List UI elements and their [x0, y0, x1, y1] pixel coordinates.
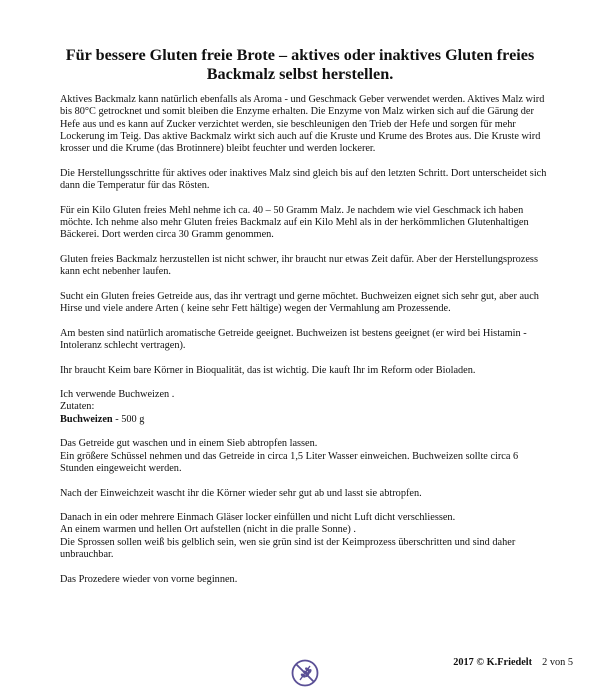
page-title: Für bessere Gluten freie Brote – aktives oder inaktives Gluten freies Backmalz selbst herstellen. — [65, 46, 535, 83]
ingredients-intro: Ich verwende Buchweizen . — [60, 389, 175, 401]
step-line: Das Prozedere wieder von vorne beginnen. — [60, 573, 238, 585]
gluten-free-icon — [291, 659, 319, 687]
step-line: Ein größere Schüssel nehmen und das Getreide in circa 1,5 Liter Wasser einweichen. Buchweizen sollte circa 6 Stunden eingeweicht werden. — [60, 450, 519, 474]
step-paragraph — [60, 488, 550, 500]
paragraph: Am besten sind natürlich aromatische Getreide geeignet. Buchweizen ist bestens geeignet (er wird bei Histamin -Intoleranz schlecht vertragen). — [60, 327, 527, 351]
step-paragraph — [60, 438, 550, 475]
step-paragraph — [60, 574, 550, 586]
step-paragraph — [60, 512, 550, 561]
ingredients-block — [60, 389, 550, 426]
ingredients-label: Zutaten: — [60, 401, 95, 413]
ingredient-name: Buchweizen — [60, 413, 113, 425]
paragraph: Sucht ein Gluten freies Getreide aus, das ihr vertragt und gerne möchtet. Buchweizen eignet sich sehr gut, aber auch Hirse und viele andere Arten ( keine sehr Fett hältige) wegen der Vermahlung am Prozessende. — [60, 290, 539, 315]
ingredient-amount: - 500 g — [112, 413, 145, 425]
step-line: Die Sprossen sollen weiß bis gelblich sein, wen sie grün sind ist der Keimprozess überschritten und sind daher unbrauchbar. — [60, 536, 516, 560]
page-footer — [453, 657, 573, 669]
document-body — [60, 94, 550, 586]
paragraph: Für ein Kilo Gluten freies Mehl nehme ich ca. 40 – 50 Gramm Malz. Je nachdem wie viel Geschmack ich haben möchte. Ich nehme also mehr Gluten freies Backmalz auf ein Kilo Mehl als in der herkömmlichen Glutenhaltigen Bäckerei. Dort werden circa 30 Gramm genommen. — [60, 204, 529, 241]
step-line: Das Getreide gut waschen und in einem Sieb abtropfen lassen. — [60, 438, 318, 450]
paragraph: Die Herstellungsschritte für aktives oder inaktives Malz sind gleich bis auf den letzten Schritt. Dort unterscheidet sich dann die Temperatur für das Rösten. — [60, 167, 547, 192]
paragraph: Gluten freies Backmalz herzustellen ist nicht schwer, ihr braucht nur etwas Zeit dafür. Aber der Herstellungsprozess kann echt nebenher laufen. — [60, 253, 538, 278]
step-line: An einem warmen und hellen Ort aufstellen (nicht in die pralle Sonne) . — [60, 524, 356, 536]
footer-author: 2017 © K.Friedelt — [453, 657, 533, 668]
step-line: Nach der Einweichzeit wascht ihr die Körner wieder sehr gut ab und lasst sie abtropfen. — [60, 487, 422, 499]
step-line: Danach in ein oder mehrere Einmach Gläser locker einfüllen und nicht Luft dicht verschliessen. — [60, 512, 456, 524]
paragraph: Aktives Backmalz kann natürlich ebenfalls als Aroma - und Geschmack Geber verwendet werden. Aktives Malz wird bis 80°C getrocknet und somit bleiben die Enzyme erhalten. Die Enzyme von Malz wirken sich auf die Gärung der Hefe aus und es kann auf Zucker verzichtet werden, sie beschleunigen den Trieb der Hefe und sorgen für mehr Lockerung im Teig. Das aktive Backmalz wirkt sich auch auf die Kruste und Krume des Brotes aus. Die Kruste wird krosser und die Krume (das Brotinnere) bleibt feuchter und werden lockerer. — [60, 94, 545, 155]
page-number: 2 von 5 — [542, 657, 573, 668]
paragraph: Ihr braucht Keim bare Körner in Bioqualität, das ist wichtig. Die kauft Ihr im Reform oder Bioladen. — [60, 364, 476, 376]
